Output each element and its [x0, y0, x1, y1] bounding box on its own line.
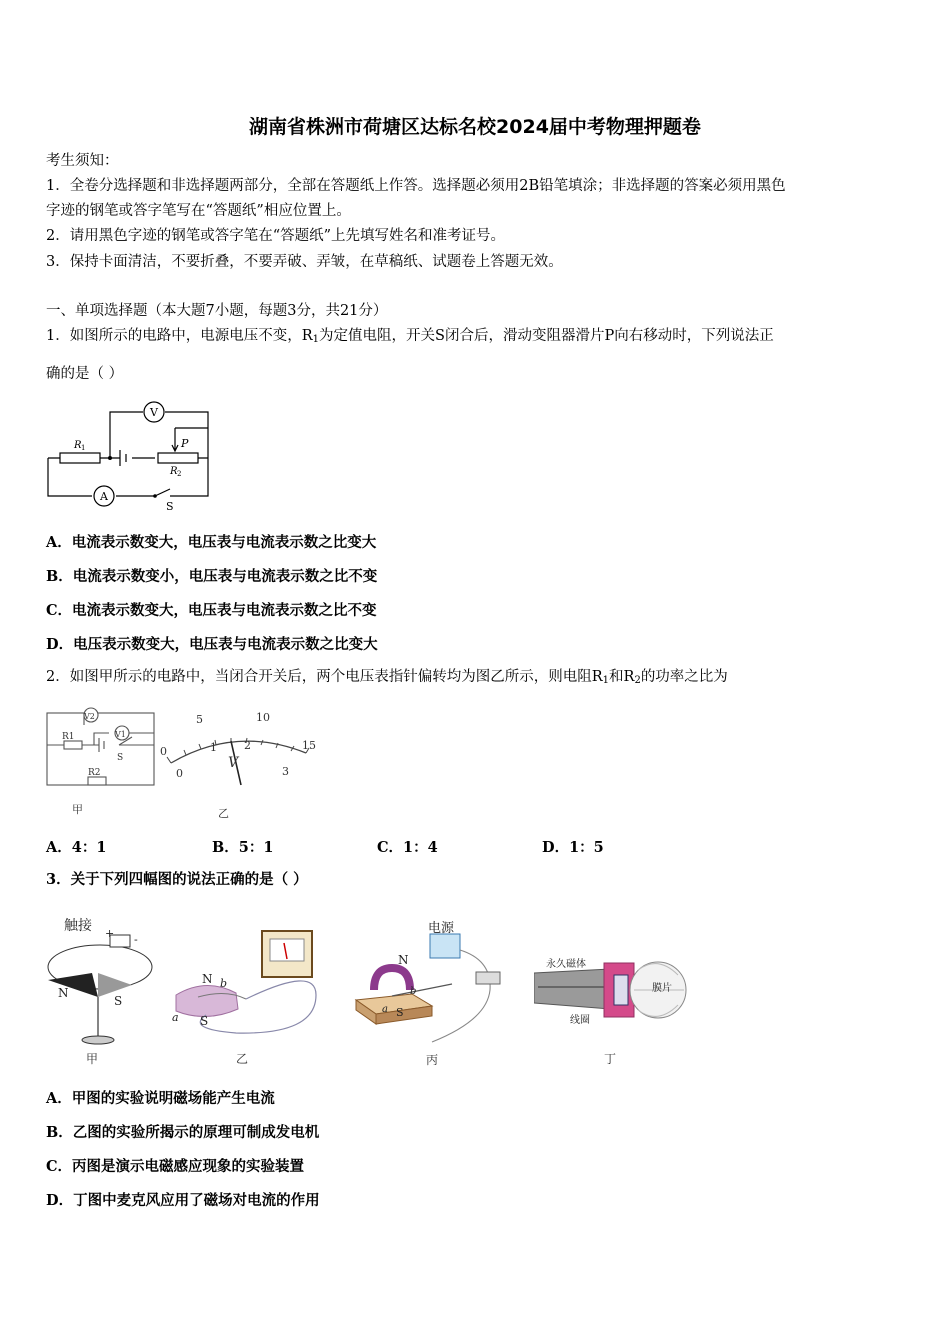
a-label: a	[382, 1004, 388, 1015]
q3-stem: 3．关于下列四幅图的说法正确的是（ ）	[46, 871, 308, 888]
v1-label: V1	[115, 730, 126, 739]
q3-figure-bing	[352, 920, 522, 1070]
scale-upper-10: 10	[256, 711, 270, 724]
n-pole-label: N	[58, 986, 69, 1000]
scale-lower-2: 2	[244, 739, 251, 752]
figure-jia-caption: 甲	[86, 1052, 99, 1066]
scale-upper-5: 5	[196, 713, 203, 726]
q1-option-c[interactable]: C．电流表示数变大，电压表与电流表示数之比不变	[46, 602, 377, 619]
r1-sub: 1	[81, 444, 86, 452]
q2-option-a[interactable]: A．4：1	[46, 839, 107, 856]
slider-label: P	[181, 437, 189, 450]
coil-label: 线圈	[570, 1015, 590, 1026]
scale-upper-15: 15	[302, 739, 316, 752]
q2-stem: 2．如图甲所示的电路中，当闭合开关后，两个电压表指针偏转均为图乙所示，则电阻$R_1$和$R_2$的功率之比为	[46, 669, 728, 686]
q3-figure-yi	[166, 925, 336, 1070]
q3-option-d[interactable]: D．丁图中麦克风应用了磁场对电流的作用	[46, 1192, 320, 1209]
q3-option-c[interactable]: C．丙图是演示电磁感应现象的实验装置	[46, 1158, 305, 1175]
plus-sign: +	[105, 927, 115, 940]
q3-figure-ding	[534, 945, 689, 1070]
notice-item: 字迹的钢笔或答字笔写在“答题纸”相应位置上。	[46, 203, 351, 219]
q1-option-b[interactable]: B．电流表示数变小，电压表与电流表示数之比不变	[46, 568, 378, 585]
scale-upper-0: 0	[160, 745, 167, 758]
q2-option-d[interactable]: D．1：5	[542, 839, 604, 856]
q1-stem-cont: 确的是（ ）	[46, 366, 124, 382]
magnet-label: 永久磁体	[546, 959, 586, 970]
figure-yi-label: 乙	[218, 807, 229, 820]
v2-label: V2	[84, 712, 95, 721]
q2-figure-yi-meter	[156, 705, 321, 825]
meter-symbol: V	[228, 755, 239, 771]
touch-label: 触接	[64, 918, 92, 934]
figure-jia-label: 甲	[72, 803, 83, 816]
r1-label: R	[74, 440, 82, 451]
q1-stem: 1．如图所示的电路中，电源电压不变，$R_1$为定值电阻，开关S闭合后，滑动变阻器滑片P向右移动时，下列说法正	[46, 328, 774, 345]
notice-heading: 考生须知：	[46, 153, 119, 169]
b-label: b	[220, 977, 228, 990]
scale-lower-1: 1	[210, 741, 217, 754]
notice-item: 1．全卷分选择题和非选择题两部分，全部在答题纸上作答。选择题必须用2B铅笔填涂；非选择题的答案必须用黑色	[46, 178, 786, 194]
scale-lower-0: 0	[176, 767, 183, 780]
s-pole-label: S	[396, 1006, 404, 1019]
q2-option-c[interactable]: C．1：4	[377, 839, 438, 856]
page-title: 湖南省株洲市荷塘区达标名校2024届中考物理押题卷	[249, 116, 701, 138]
power-label: 电源	[428, 921, 455, 936]
q1-circuit-diagram	[40, 400, 220, 515]
q3-option-a[interactable]: A．甲图的实验说明磁场能产生电流	[46, 1090, 275, 1107]
switch-label: S	[117, 753, 124, 763]
r2-label: R2	[88, 768, 101, 778]
q3-option-b[interactable]: B．乙图的实验所揭示的原理可制成发电机	[46, 1124, 320, 1141]
q3-figure-jia	[42, 905, 162, 1070]
q1-option-d[interactable]: D．电压表示数变大，电压表与电流表示数之比变大	[46, 636, 378, 653]
a-label: a	[172, 1011, 179, 1024]
figure-yi-caption: 乙	[236, 1052, 249, 1066]
b-label: b	[410, 986, 417, 997]
ammeter-label: A	[100, 490, 108, 503]
n-pole-label: N	[398, 953, 409, 967]
q2-figure-jia-circuit	[44, 705, 159, 820]
q1-option-a[interactable]: A．电流表示数变大，电压表与电流表示数之比变大	[46, 534, 377, 551]
s-pole-label: S	[200, 1014, 209, 1028]
s-pole-label: S	[114, 994, 123, 1008]
minus-sign: -	[134, 933, 138, 946]
q2-option-b[interactable]: B．5：1	[212, 839, 274, 856]
scale-lower-3: 3	[282, 765, 289, 778]
voltmeter-label: V	[150, 406, 158, 419]
r2-sub: 2	[177, 470, 182, 478]
notice-item: 3．保持卡面清洁，不要折叠，不要弄破、弄皱，在草稿纸、试题卷上答题无效。	[46, 254, 563, 270]
r1-label: R1	[62, 732, 75, 742]
figure-ding-caption: 丁	[604, 1052, 617, 1066]
n-pole-label: N	[202, 972, 213, 986]
membrane-label: 膜片	[652, 983, 672, 994]
figure-bing-caption: 丙	[426, 1053, 439, 1067]
r2-label: R	[170, 466, 178, 477]
switch-label: S	[166, 500, 174, 513]
notice-item: 2．请用黑色字迹的钢笔或答字笔在“答题纸”上先填写姓名和准考证号。	[46, 228, 506, 244]
section-heading: 一、单项选择题（本大题7小题，每题3分，共21分）	[46, 303, 388, 319]
